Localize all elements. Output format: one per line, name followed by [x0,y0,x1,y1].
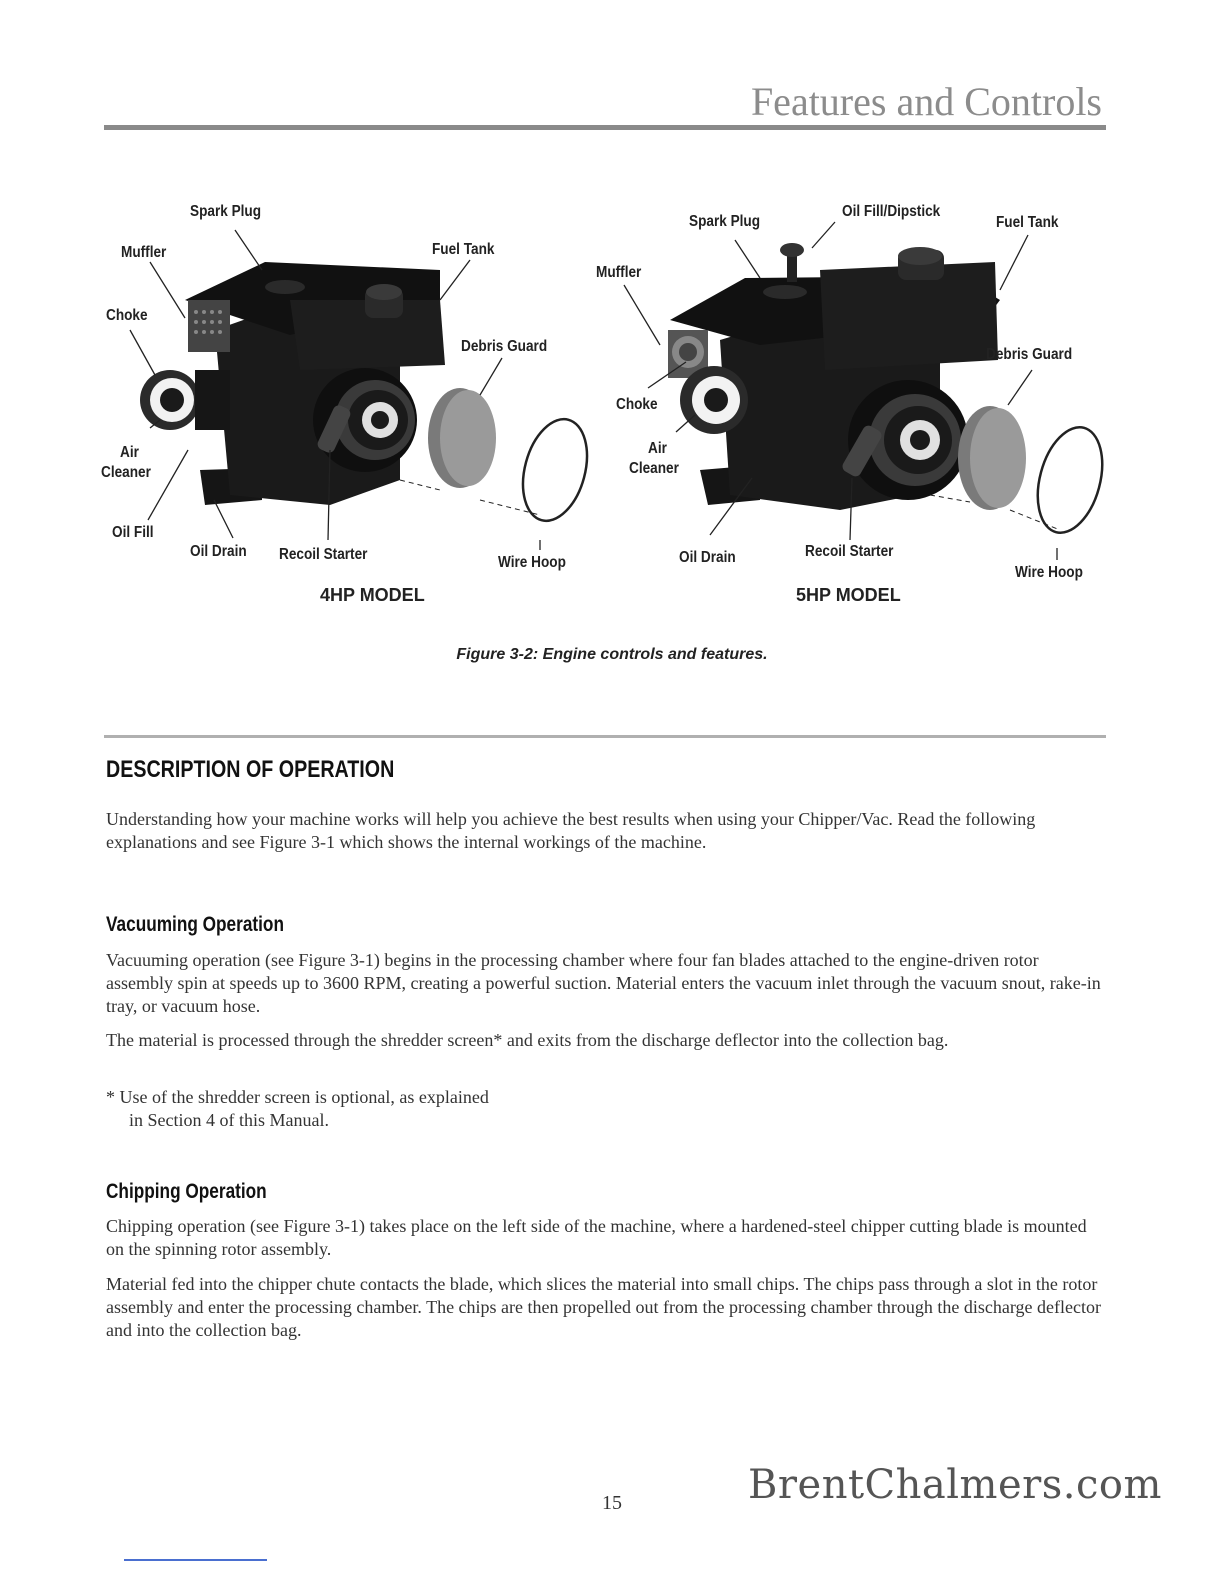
label-muffler-4hp: Muffler [121,244,167,261]
label-choke-4hp: Choke [106,307,148,324]
watermark: BrentChalmers.com [748,1462,1162,1508]
figure-caption: Figure 3-2: Engine controls and features. [456,646,768,663]
label-debris-guard-5hp: Debris Guard [986,346,1073,363]
label-oil-drain-4hp: Oil Drain [190,543,247,560]
label-cleaner-4hp: Cleaner [101,464,151,481]
page-title: Features and Controls [750,79,1102,124]
intro-paragraph: Understanding how your machine works will help you achieve the best results when using your Chipper/Vac. Read the following explanations and see Figure 3-1 which shows the internal workings of the machine. [106,809,1036,852]
label-fuel-tank-5hp: Fuel Tank [996,214,1059,231]
label-wire-hoop-5hp: Wire Hoop [1015,564,1083,581]
section-heading: DESCRIPTION OF OPERATION [106,756,395,783]
label-oil-fill-4hp: Oil Fill [112,524,154,541]
section-rule [104,735,1106,738]
label-choke-5hp: Choke [616,396,658,413]
label-recoil-starter-4hp: Recoil Starter [279,546,368,563]
label-fuel-tank-4hp: Fuel Tank [432,241,495,258]
label-oil-fill-dipstick-5hp: Oil Fill/Dipstick [842,203,941,220]
chipping-paragraph-1: Chipping operation (see Figure 3-1) takes place on the left side of the machine, where a hardened-steel chipper cutting blade is mounted on the spinning rotor assembly. [106,1216,1087,1259]
footnote-line-1: * Use of the shredder screen is optional, as explained [106,1087,489,1107]
chipping-paragraph-2: Material fed into the chipper chute contacts the blade, which slices the material into small chips. The chips pass through a slot in the rotor assembly and enter the processing chamber. The chips are then propelled out from the processing chamber through the discharge deflector and into the collection bag. [106,1274,1102,1340]
label-recoil-starter-5hp: Recoil Starter [805,543,894,560]
label-debris-guard-4hp: Debris Guard [461,338,548,355]
label-spark-plug-4hp: Spark Plug [190,203,262,220]
label-wire-hoop-4hp: Wire Hoop [498,554,566,571]
label-muffler-5hp: Muffler [596,264,642,281]
page-number: 15 [602,1492,622,1514]
label-air-4hp: Air [120,444,139,461]
label-oil-drain-5hp: Oil Drain [679,549,736,566]
model-name-5hp: 5HP MODEL [796,585,901,605]
vacuuming-paragraph-2: The material is processed through the shredder screen* and exits from the discharge deflector into the collection bag. [106,1030,949,1050]
vacuuming-heading: Vacuuming Operation [106,913,284,936]
engine-4hp-illustration [140,262,597,528]
footnote-line-2: in Section 4 of this Manual. [129,1110,329,1130]
footer-line [124,1559,267,1561]
model-name-4hp: 4HP MODEL [320,585,425,605]
label-cleaner-5hp: Cleaner [629,460,679,477]
label-spark-plug-5hp: Spark Plug [689,213,761,230]
chipping-heading: Chipping Operation [106,1180,267,1203]
label-air-5hp: Air [648,440,667,457]
engine-5hp-illustration [668,243,1113,540]
vacuuming-paragraph-1: Vacuuming operation (see Figure 3-1) begins in the processing chamber where four fan blades attached to the engine-driven rotor assembly spin at speeds up to 3600 RPM, creating a powerful suction. Material enters the vacuum inlet through the vacuum snout, rake-in tray, or vacuum hose. [106,950,1101,1016]
